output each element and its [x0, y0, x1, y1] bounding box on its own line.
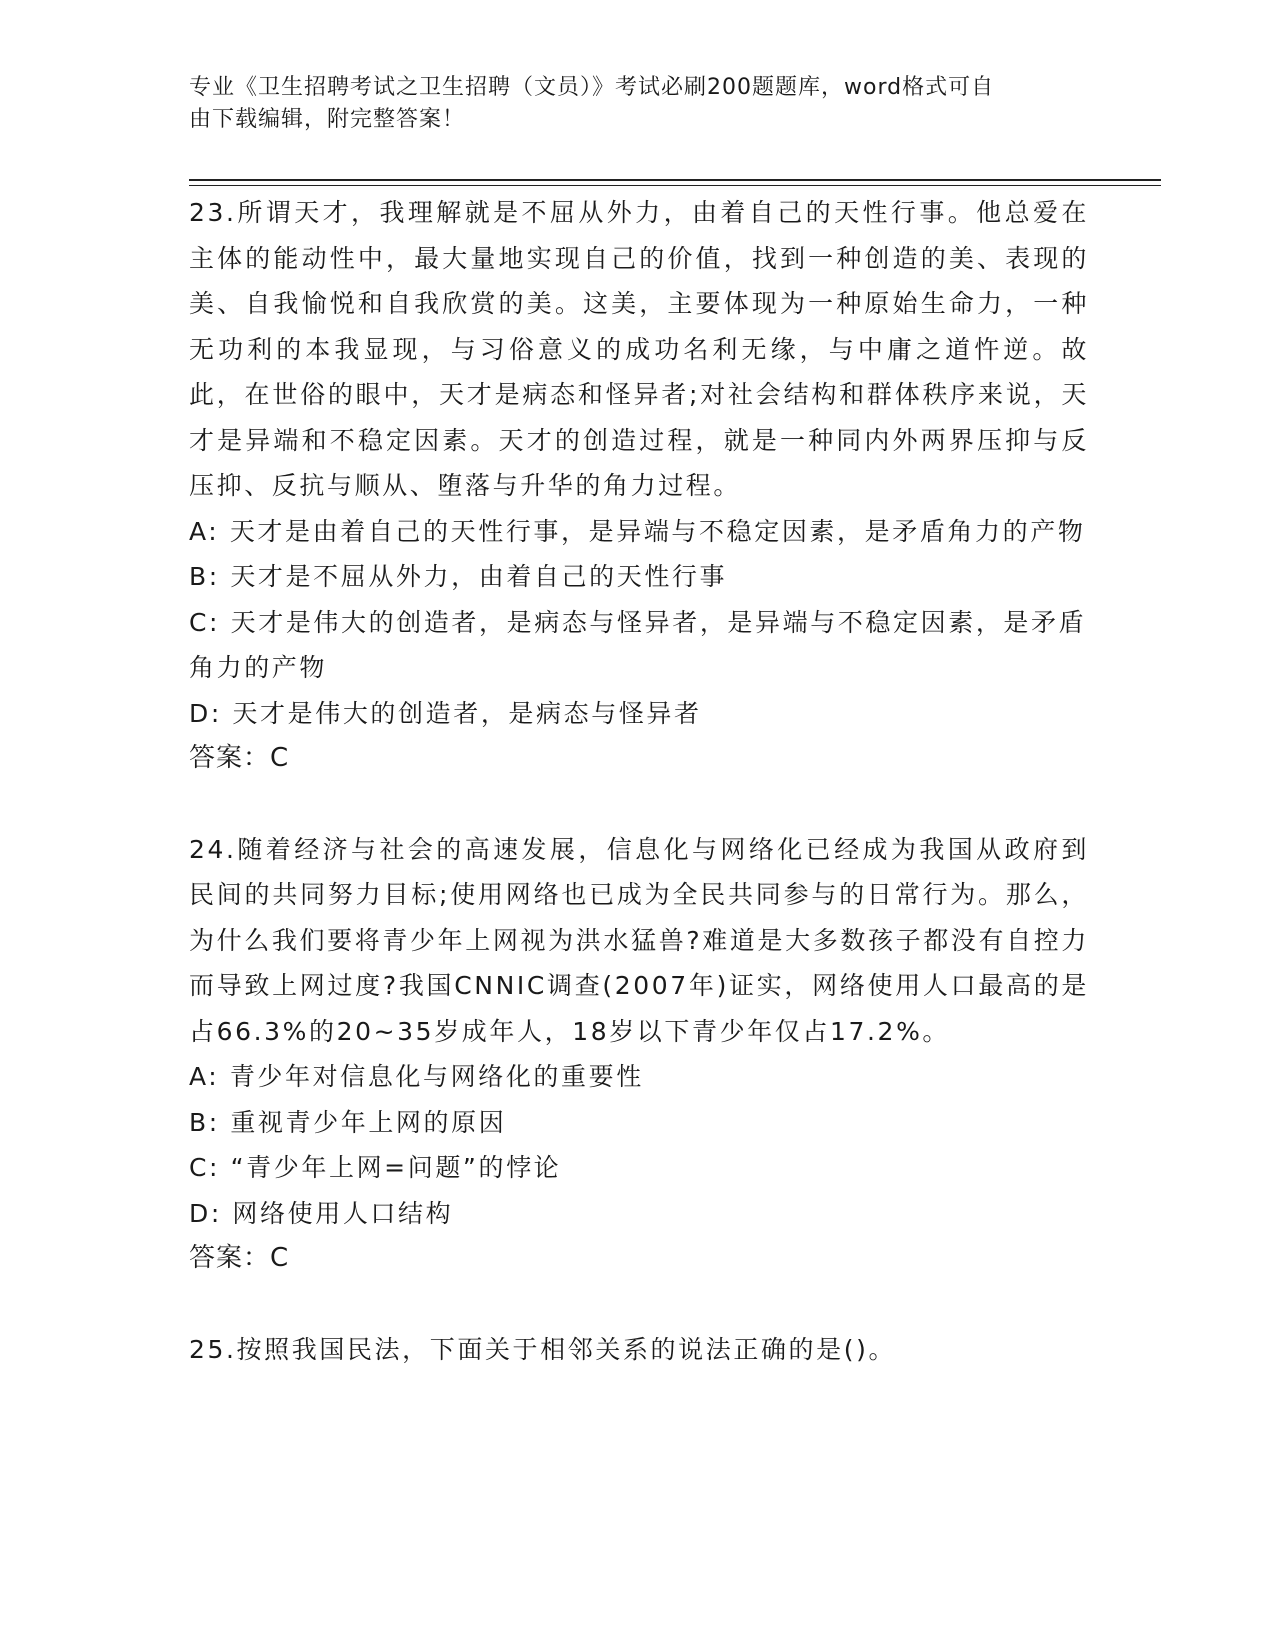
header-divider-thick: [189, 179, 1161, 181]
header-divider-thin: [189, 185, 1161, 186]
question-24: [189, 827, 1089, 1282]
question-list: [189, 190, 1089, 1372]
answer-line: 答案：C: [189, 1243, 290, 1273]
option-d: D: 网络使用人口结构: [189, 1198, 454, 1228]
option-b: B: 重视青少年上网的原因: [189, 1107, 507, 1137]
option-list: [189, 509, 1089, 737]
header-line-2: 由下载编辑，附完整答案！: [189, 107, 466, 132]
question-stem: 24.随着经济与社会的高速发展，信息化与网络化已经成为我国从政府到民间的共同努力目标;使用网络也已成为全民共同参与的日常行为。那么，为什么我们要将青少年上网视为洪水猛兽?难道是大多数孩子都没有自控力而导致上网过度?我国CNNIC调查(2007年)证实，网络使用人口最高的是占66.3%的20~35岁成年人，18岁以下青少年仅占17.2%。: [189, 834, 1089, 1046]
option-b: B: 天才是不屈从外力，由着自己的天性行事: [189, 562, 728, 591]
option-d: D: 天才是伟大的创造者，是病态与怪异者: [189, 698, 702, 728]
option-a: A: 天才是由着自己的天性行事，是异端与不稳定因素，是矛盾角力的产物: [189, 516, 1086, 546]
answer-line: 答案：C: [189, 743, 290, 773]
option-a: A: 青少年对信息化与网络化的重要性: [189, 1062, 644, 1091]
question-spacer: [189, 1282, 1089, 1327]
question-25: [189, 1327, 1089, 1373]
document-header: [189, 72, 1089, 136]
header-line-1: 专业《卫生招聘考试之卫生招聘（文员）》考试必刷200题题库，word格式可自: [189, 75, 995, 100]
question-stem: 25.按照我国民法，下面关于相邻关系的说法正确的是()。: [189, 1334, 897, 1364]
question-23: [189, 190, 1089, 782]
option-c: C: “青少年上网=问题”的悖论: [189, 1153, 562, 1182]
option-c: C: 天才是伟大的创造者，是病态与怪异者，是异端与不稳定因素，是矛盾角力的产物: [189, 607, 1087, 682]
question-stem: 23.所谓天才，我理解就是不屈从外力，由着自己的天性行事。他总爱在主体的能动性中，最大量地实现自己的价值，找到一种创造的美、表现的美、自我愉悦和自我欣赏的美。这美，主要体现为一种原始生命力，一种无功利的本我显现，与习俗意义的成功名利无缘，与中庸之道忤逆。故此，在世俗的眼中，天才是病态和怪异者;对社会结构和群体秩序来说，天才是异端和不稳定因素。天才的创造过程，就是一种同内外两界压抑与反压抑、反抗与顺从、堕落与升华的角力过程。: [189, 198, 1089, 500]
question-spacer: [189, 782, 1089, 827]
option-list: [189, 1054, 1089, 1236]
